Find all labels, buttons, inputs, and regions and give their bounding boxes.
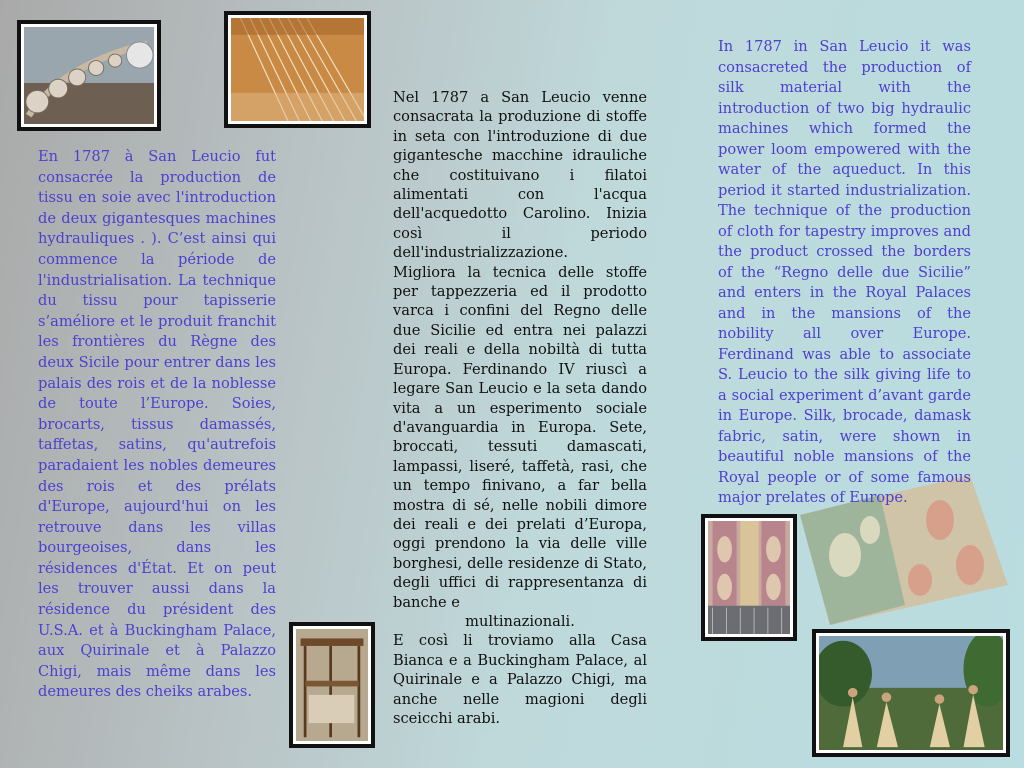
italian-paragraph-2-end: multinazionali. [465, 612, 575, 630]
italian-paragraph-3: E così li troviamo alla Casa Bianca e a Buckingham Palace, al Quirinale e a Palazzo Chigi, ma anche nelle magioni degli sceicchi arabi. [393, 632, 647, 727]
italian-paragraph-1: Nel 1787 a San Leucio venne consacrata la produzione di stoffe in seta con l'introduzione di due gigantesche macchine idrauliche che costituivano i filatoi alimentati con l'acqua dell'acquedotto Carolino. Inizia così il periodo dell'industrializzazione. [393, 89, 647, 262]
english-text-column: In 1787 in San Leucio it was consacreted the production of silk material with the introduction of two big hydraulic machines which formed the power loom empowered with the water of the aqueduct. In this period it started industrialization. The technique of the production of cloth for tapestry improves and the product crossed the borders of the “Regno delle due Sicilie” and enters in the Royal Palaces and in the mansions of the nobility all over Europe. Ferdinand was able to associate S. Leucio to the silk giving life to a social experiment d’avant garde in Europe. Silk, brocade, damask fabric, satin, were shown in beautiful noble mansions of the Royal people or of some famous major prelates of Europe. [718, 38, 971, 506]
italian-paragraph-2: Migliora la tecnica delle stoffe per tappezzeria ed il prodotto varca i confini del Regno delle due Sicilie ed entra nei palazzi dei reali e della nobiltà di tutta Europa. Ferdinando IV riuscì a legare San Leucio e la seta dando vita a un esperimento sociale d'avanguardia in Europa. Sete, broccati, tessuti damascati, lampassi, liseré, taffetà, rasi, che un tempo finivano, a far bella mostra di sé, nelle nobili dimore dei reali e dei prelati d’Europa, oggi prendono la via delle ville borghesi, delle residenze di Stato, degli uffici di rappresentanza di banche e [393, 263, 647, 611]
photo-spinning-machines [17, 20, 161, 131]
french-text-column: En 1787 à San Leucio fut consacrée la production de tissu en soie avec l'introduction de deux gigantesques machines hydrauliques . ). C’est ainsi qui commence la période de l'industrialisation. La technique du tissu pour tapisserie s’améliore et le produit franchit les frontières du Règne des deux Sicile pour entrer dans les palais des rois et de la noblesse de toute l’Europe. Soies, brocarts, tissus damassés, taffetas, satins, qu'autrefois paradaient les nobles demeures des rois et des prélats d'Europe, aujourd'hui on les retrouve dans les villas bourgeoises, dans les résidences d'État. Et on peut les trouver aussi dans la résidence du président des U.S.A. et à Buckingham Palace, aux Quirinale et à Palazzo Chigi, mais même dans les demeures des cheiks arabes. [38, 148, 276, 701]
photo-loom-threads [224, 11, 371, 128]
photo-old-loom [289, 622, 375, 748]
photo-costumed-ladies-garden [812, 629, 1010, 757]
italian-text-column [393, 88, 647, 728]
photo-fabric-on-loom [701, 514, 797, 641]
